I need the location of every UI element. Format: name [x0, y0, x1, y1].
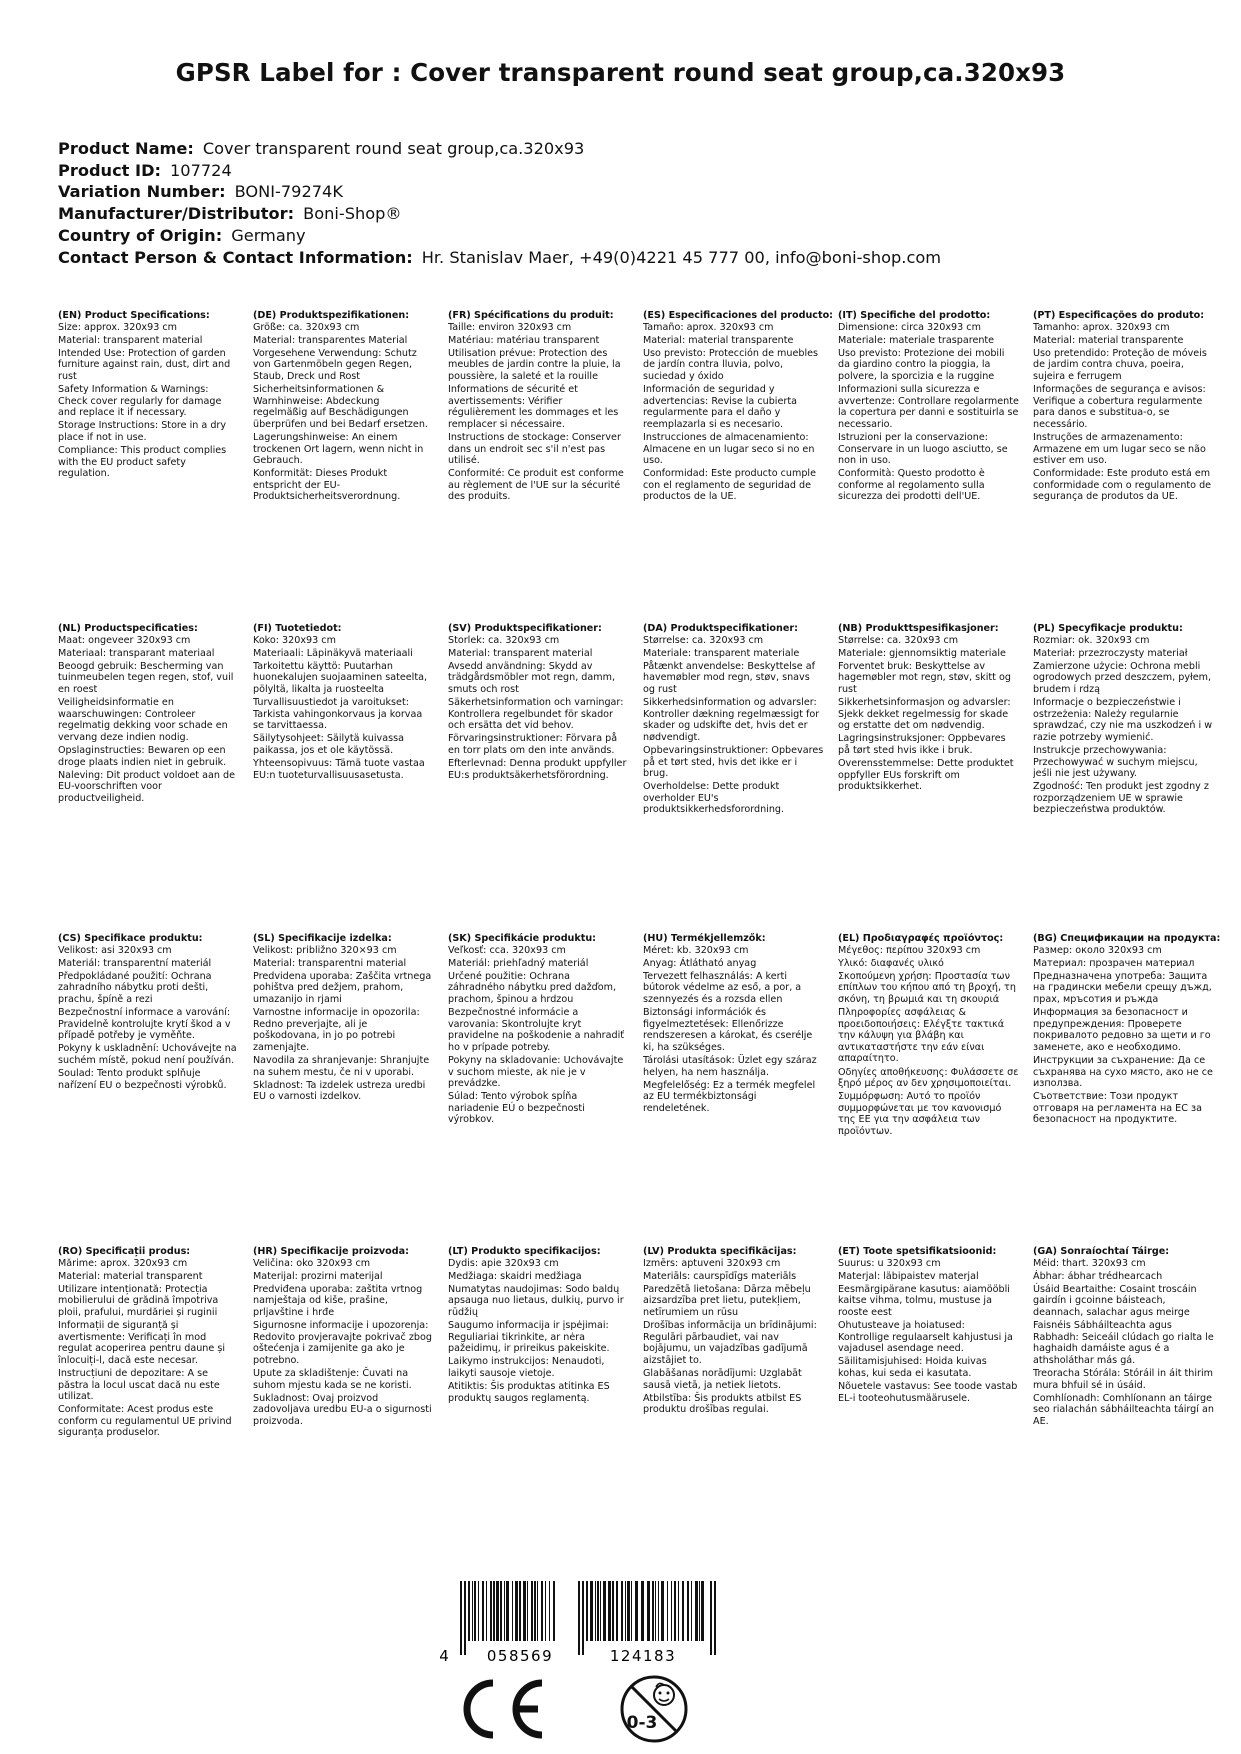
spec-line: Pokyny k uskladnění: Uchovávejte na suchém místě, pokud není používán.	[58, 1043, 237, 1066]
spec-heading: (NB) Produkttspesifikasjoner:	[838, 623, 999, 634]
spec-line: Informazioni sulla sicurezza e avvertenze: Controllare regolarmente la copertura per danni e sostituirla se necessario.	[838, 384, 1019, 430]
barcode-bar	[682, 1581, 684, 1641]
spec-line: Izmērs: aptuveni 320x93 cm	[643, 1257, 781, 1269]
spec-line: Instruções de armazenamento: Armazene em um lugar seco se não estiver em uso.	[1033, 431, 1206, 467]
spec-line: Yhteensopivuus: Tämä tuote vastaa EU:n tuoteturvallisuusasetusta.	[253, 758, 425, 781]
spec-line: Förvaringsinstruktioner: Förvara på en torr plats om den inte används.	[448, 733, 618, 756]
info-row-manufacturer	[58, 203, 1188, 225]
spec-heading: (EL) Προδιαγραφές προϊόντος:	[838, 933, 1004, 944]
spec-heading: (GA) Sonraíochtaí Táirge:	[1033, 1246, 1170, 1257]
spec-line: Skladnost: Ta izdelek ustreza uredbi EU o varnosti izdelkov.	[253, 1079, 426, 1103]
spec-line: Υλικό: διαφανές υλικό	[838, 957, 944, 969]
spec-line: Conformità: Questo prodotto è conforme al regolamento sulla sicurezza dei prodotti dell'UE.	[838, 468, 985, 503]
info-label: Product Name:	[58, 139, 194, 158]
spec-block	[1033, 933, 1228, 1246]
spec-line: Rozmiar: ok. 320x93 cm	[1033, 634, 1150, 646]
spec-line: Conformité: Ce produit est conforme au règlement de l'UE sur la sécurité des produits.	[448, 468, 624, 503]
spec-heading: (LV) Produkta specifikācijas:	[643, 1246, 797, 1257]
barcode-bar	[652, 1581, 654, 1641]
spec-line: Conformidade: Este produto está em conformidade com o regulamento de segurança de produtos da UE.	[1033, 468, 1212, 503]
spec-line: Предназначена употреба: Защита на градински мебели срещу дъжд, прах, мръсотия и ръжда	[1033, 970, 1212, 1005]
barcode-bar	[597, 1581, 599, 1641]
spec-line: Předpokládané použití: Ochrana zahradního nábytku proti dešti, prachu, špíně a rezi	[58, 970, 212, 1005]
spec-line: Sukladnost: Ovaj proizvod zadovoljava uredbu EU-a o sigurnosti proizvoda.	[253, 1392, 432, 1427]
barcode-bar	[590, 1581, 593, 1641]
spec-line: Material: transparent material	[448, 647, 593, 659]
spec-line: Atitiktis: Šis produktas atitinka ES produktų saugos reglamentą.	[448, 1381, 610, 1404]
barcode-bar	[671, 1581, 672, 1641]
spec-line: Materjal: läbipaistev materjal	[838, 1270, 979, 1282]
spec-line: Materiāls: caurspīdīgs materiāls	[643, 1270, 797, 1282]
spec-line: Sikkerhedsinformation og advarsler: Kontroller dækning regelmæssigt for skader og udskifte det, hvis det er nødvendigt.	[643, 697, 820, 743]
barcode-bar	[474, 1581, 476, 1641]
spec-line: Información de seguridad y advertencias: Revise la cubierta regularmente para el daño y reemplazarla si es necesario.	[643, 384, 797, 430]
spec-line: Méid: thart. 320x93 cm	[1033, 1257, 1146, 1269]
spec-block	[253, 1246, 448, 1586]
spec-line: Materiał: przezroczysty materiał	[1033, 647, 1188, 659]
barcode-bar	[687, 1581, 689, 1641]
barcode-bar	[541, 1581, 543, 1641]
spec-block	[253, 933, 448, 1246]
spec-line: Naleving: Dit product voldoet aan de EU-voorschriften voor productveiligheid.	[58, 769, 235, 804]
spec-line: Megfelelőség: Ez a termék megfelel az EU termékbiztonsági rendeletének.	[643, 1079, 816, 1114]
spec-heading: (BG) Спецификации на продукта:	[1033, 933, 1221, 944]
spec-heading: (HU) Termékjellemzők:	[643, 933, 766, 944]
info-value: Germany	[231, 225, 306, 245]
spec-block	[58, 310, 253, 623]
spec-line: Velikost: asi 320x93 cm	[58, 944, 172, 956]
barcode-bar	[512, 1581, 513, 1641]
spec-line: Materiale: transparent materiale	[643, 647, 800, 659]
spec-line: Faisnéis Sábháilteachta agus Rabhadh: Seiceáil clúdach go rialta le haghaidh damáiste agus é a athsholáthar más gá.	[1033, 1320, 1214, 1366]
barcode-bar	[527, 1581, 528, 1641]
spec-line: Velikost: približno 320×93 cm	[253, 944, 397, 956]
barcode-bar	[553, 1581, 555, 1641]
spec-line: Turvallisuustiedot ja varoitukset: Tarkista vahingonkorvaus ja korvaa se tarvittaessa.	[253, 697, 423, 732]
spec-line: Glabāšanas norādījumi: Uzglabāt sausā vietā, ja netiek lietots.	[643, 1367, 802, 1391]
spec-block	[448, 623, 643, 933]
spec-block	[643, 623, 838, 933]
spec-line: Safety Information & Warnings: Check cover regularly for damage and replace it if necessary.	[58, 384, 222, 419]
barcode-bar	[486, 1581, 487, 1641]
barcode-bar	[603, 1581, 606, 1641]
spec-line: Материал: прозрачен материал	[1033, 957, 1195, 969]
spec-block	[1033, 623, 1228, 933]
spec-line: Sicherheitsinformationen & Warnhinweise: Abdeckung regelmäßig auf Beschädigungen überprüfen und bei Bedarf ersetzen.	[253, 384, 428, 430]
spec-line: Sigurnosne informacije i upozorenja: Redovito provjeravajte pokrivač zbog oštećenja i zamijenite ga ako je potrebno.	[253, 1320, 432, 1366]
spec-line: Eesmärgipärane kasutus: aiamööbli kaitse vihma, tolmu, mustuse ja rooste eest	[838, 1283, 1010, 1318]
spec-line: Biztonsági információk és figyelmeztetések: Ellenőrizze rendszeresen a károkat, és cserélje ki, ha szükséges.	[643, 1007, 813, 1053]
barcode-bar	[472, 1581, 473, 1641]
ce-mark-icon	[467, 1683, 542, 1735]
barcode-bar	[493, 1581, 495, 1641]
barcode-bar	[578, 1581, 580, 1655]
spec-line: Συμμόρφωση: Αυτό το προϊόν συμμορφώνεται με τον κανονισμό της ΕΕ για την ασφάλεια των προϊόντων.	[838, 1091, 1002, 1137]
info-label: Variation Number:	[58, 182, 226, 202]
barcode-bar	[549, 1581, 550, 1641]
spec-line: Instrucțiuni de depozitare: A se păstra la locul uscat dacă nu este utilizat.	[58, 1367, 220, 1403]
barcode-bar	[667, 1581, 668, 1641]
spec-block	[448, 1246, 643, 1586]
not-for-children-0-3-icon	[622, 1677, 686, 1741]
spec-line: Atbilstība: Šis produkts atbilst ES produktu drošības regulai.	[643, 1392, 802, 1416]
spec-heading: (FR) Spécifications du produit:	[448, 310, 614, 321]
info-row-country-of-origin	[58, 225, 1188, 247]
spec-line: Overensstemmelse: Dette produktet oppfyller EUs forskrift om produktsikkerhet.	[838, 758, 1014, 793]
barcode-bar	[635, 1581, 638, 1641]
spec-line: Efterlevnad: Denna produkt uppfyller EU:s produktsäkerhetsförordning.	[448, 758, 627, 781]
spec-line: Nõuetele vastavus: See toode vastab EL-i tooteohutusmäärusele.	[838, 1381, 1018, 1404]
spec-block	[838, 1246, 1033, 1586]
spec-line: Bezpečnostné informácie a varovania: Skontrolujte kryt pravidelne na poškodenie a nahradiť ho v prípade potreby.	[448, 1007, 624, 1053]
spec-line: Upute za skladištenje: Čuvati na suhom mjestu kada se ne koristi.	[253, 1367, 412, 1391]
spec-block	[253, 310, 448, 623]
spec-line: Suurus: u 320x93 cm	[838, 1257, 941, 1269]
barcode-bar	[616, 1581, 618, 1641]
spec-line: Avsedd användning: Skydd av trädgårdsmöbler mot regn, damm, smuts och rost	[448, 660, 616, 695]
spec-heading: (DA) Produktspecifikationer:	[643, 623, 798, 634]
spec-line: Overholdelse: Dette produkt overholder EU's produktsikkerhedsforordning.	[643, 781, 785, 816]
spec-block	[58, 623, 253, 933]
spec-line: Utilizare intenționată: Protecția mobilierului de grădină împotriva ploii, prafului, murdăriei și ruginii	[58, 1283, 219, 1318]
spec-line: Säilytysohjeet: Säilytä kuivassa paikassa, jos et ole käytössä.	[253, 733, 404, 756]
spec-block	[448, 933, 643, 1246]
barcode-bar	[490, 1581, 492, 1641]
barcode-digits-left: 058569	[486, 1647, 554, 1665]
barcode-digits-right: 124183	[609, 1647, 677, 1665]
spec-heading: (SK) Špecifikácie produktu:	[448, 933, 597, 944]
spec-line: Predviđena uporaba: zaštita vrtnog namještaja od kiše, prašine, prljavštine i hrđe	[253, 1283, 423, 1318]
spec-line: Veľkosť: cca. 320x93 cm	[448, 944, 566, 956]
spec-line: Μέγεθος: περίπου 320x93 cm	[838, 944, 981, 956]
spec-block	[58, 933, 253, 1246]
spec-heading: (CS) Specifikace produktu:	[58, 933, 203, 944]
barcode-bar	[523, 1581, 526, 1641]
spec-heading: (SV) Produktspecifikationer:	[448, 623, 602, 634]
barcode-bar	[478, 1581, 479, 1641]
barcode-bar	[695, 1581, 698, 1641]
barcode-bar	[496, 1581, 499, 1641]
barcode-bar	[464, 1581, 466, 1655]
barcode-bar	[460, 1581, 462, 1655]
spec-line: Istruzioni per la conservazione: Conservare in un luogo asciutto, se non in uso.	[838, 431, 1008, 467]
spec-line: Navodila za shranjevanje: Shranjujte na suhem mestu, če ni v uporabi.	[253, 1054, 430, 1078]
spec-line: Lagringsinstruksjoner: Oppbevares på tørt sted hvis ikke i bruk.	[838, 733, 1006, 756]
spec-line: Numatytas naudojimas: Sodo baldų apsauga nuo lietaus, dulkių, purvo ir rūdžių	[448, 1283, 624, 1318]
spec-block	[643, 933, 838, 1246]
barcode-bar	[674, 1581, 676, 1641]
spec-line: Instructions de stockage: Conserver dans un endroit sec s'il n'est pas utilisé.	[448, 431, 621, 467]
spec-line: Informations de sécurité et avertissements: Vérifier régulièrement les dommages et les remplacer si nécessaire.	[448, 384, 619, 430]
barcode-bar	[600, 1581, 601, 1641]
spec-heading: (LT) Produkto specifikacijos:	[448, 1246, 601, 1257]
spec-line: Utilisation prévue: Protection des meubles de jardin contre la pluie, la poussière, la saleté et la rouille	[448, 347, 621, 382]
barcode-bar	[586, 1581, 588, 1641]
spec-line: Lagerungshinweise: An einem trockenen Ort lagern, wenn nicht in Gebrauch.	[253, 431, 424, 467]
barcode-bar	[699, 1581, 700, 1641]
spec-heading: (EN) Product Specifications:	[58, 310, 210, 321]
spec-line: Koko: 320x93 cm	[253, 634, 336, 646]
spec-line: Materiaal: transparant materiaal	[58, 647, 215, 659]
spec-line: Material: transparent material	[58, 334, 203, 346]
barcode-bar	[655, 1581, 656, 1641]
spec-block	[838, 310, 1033, 623]
spec-line: Predvidena uporaba: Zaščita vrtnega pohištva pred dežjem, prahom, umazanijo in rjami	[253, 970, 432, 1005]
barcode-digit-prefix: 4	[439, 1647, 449, 1665]
info-row-variation-number	[58, 181, 1188, 203]
spec-block	[448, 310, 643, 623]
barcode-bar	[608, 1581, 611, 1641]
spec-line: Opbevaringsinstruktioner: Opbevares på et tørt sted, hvis det ikke er i brug.	[643, 744, 824, 780]
spec-line: Konformität: Dieses Produkt entspricht der EU-Produktsicherheitsverordnung.	[253, 468, 401, 503]
spec-line: Veličina: oko 320x93 cm	[253, 1257, 371, 1269]
barcode-bar	[537, 1581, 538, 1641]
spec-line: Size: approx. 320x93 cm	[58, 321, 177, 333]
barcode-bar	[531, 1581, 533, 1641]
spec-heading: (FI) Tuotetiedot:	[253, 623, 342, 634]
barcode	[434, 1577, 722, 1665]
spec-line: Beoogd gebruik: Bescherming van tuinmeubelen tegen regen, stof, vuil en roest	[58, 660, 234, 695]
spec-line: Material: transparentes Material	[253, 334, 408, 346]
spec-line: Informații de siguranță și avertismente: Verificați în mod regulat acoperirea pentru daune și înlocuiți-l, dacă este necesar.	[58, 1320, 226, 1366]
info-row-product-name	[58, 138, 1188, 160]
spec-line: Инструкции за съхранение: Да се съхранява на сухо място, ако не се използва.	[1033, 1054, 1213, 1090]
spec-line: Laikymo instrukcijos: Nenaudoti, laikyti sausoje vietoje.	[448, 1356, 605, 1379]
spec-line: Material: material transparente	[1033, 334, 1184, 346]
spec-line: Größe: ca. 320x93 cm	[253, 321, 360, 333]
info-value: BONI-79274K	[234, 182, 343, 202]
spec-line: Taille: environ 320x93 cm	[448, 321, 572, 333]
barcode-bar	[582, 1581, 584, 1655]
spec-line: Säilitamisjuhised: Hoida kuivas kohas, kui seda ei kasutata.	[838, 1356, 987, 1379]
info-row-contact	[58, 247, 1188, 269]
spec-heading: (NL) Productspecificaties:	[58, 623, 198, 634]
spec-line: Størrelse: ca. 320x93 cm	[838, 634, 959, 646]
info-label: Manufacturer/Distributor:	[58, 204, 295, 224]
spec-heading: (ET) Toote spetsifikatsioonid:	[838, 1246, 997, 1257]
spec-line: Instrucciones de almacenamiento: Almacene en un lugar seco si no en uso.	[643, 431, 815, 467]
barcode-bar	[545, 1581, 546, 1641]
spec-heading: (HR) Specifikacije proizvoda:	[253, 1246, 409, 1257]
spec-heading: (RO) Specificații produs:	[58, 1246, 191, 1257]
barcode-bar	[661, 1581, 664, 1641]
spec-line: Materiál: transparentní materiál	[58, 957, 212, 969]
spec-line: Uso previsto: Protezione dei mobili da giardino contro la pioggia, la polvere, la sporcizia e la ruggine	[838, 347, 1005, 382]
info-row-product-id	[58, 160, 1188, 182]
spec-line: Material: material transparent	[58, 1270, 203, 1282]
barcode-bar	[621, 1581, 623, 1641]
barcode-bar	[482, 1581, 484, 1641]
spec-line: Vorgesehene Verwendung: Schutz von Gartenmöbeln gegen Regen, Staub, Dreck und Rost	[253, 347, 417, 382]
spec-block	[838, 623, 1033, 933]
info-value: Cover transparent round seat group,ca.320x93	[202, 139, 585, 158]
spec-line: Úsáid Beartaithe: Cosaint troscáin gairdín i gcoinne báisteach, deannach, salachar agus meirge	[1033, 1283, 1197, 1318]
spec-line: Compliance: This product complies with the EU product safety regulation.	[58, 445, 227, 480]
barcode-bar	[506, 1581, 509, 1641]
spec-line: Instrukcje przechowywania: Przechowywać w suchym miejscu, jeśli nie jest używany.	[1033, 744, 1198, 780]
barcode-bar	[504, 1581, 505, 1641]
spec-line: Информация за безопасност и предупреждения: Проверете покривалото редовно за щети и го заменете, ако е необходимо.	[1033, 1007, 1211, 1053]
info-value: 107724	[169, 160, 232, 180]
barcode-bar	[515, 1581, 518, 1641]
spec-line: Súlad: Tento výrobok spĺňa nariadenie EÚ o bezpečnosti výrobkov.	[448, 1091, 585, 1126]
compliance-icons	[446, 1673, 706, 1745]
spec-line: Uso pretendido: Proteção de móveis de jardim contra chuva, poeira, sujeira e ferrugem	[1033, 347, 1207, 382]
spec-line: Πληροφορίες ασφάλειας & προειδοποιήσεις: Ελέγξτε τακτικά την κάλυψη για βλάβη και αντικαταστήστε την εάν είναι απαραίτητο.	[838, 1007, 1005, 1065]
spec-line: Méret: kb. 320x93 cm	[643, 944, 749, 956]
info-value: Hr. Stanislav Maer, +49(0)4221 45 777 00, info@boni-shop.com	[421, 247, 942, 267]
barcode-bar	[701, 1581, 704, 1641]
spec-line: Размер: около 320x93 cm	[1033, 944, 1162, 956]
spec-line: Uso previsto: Protección de muebles de jardín contra lluvia, polvo, suciedad y óxido	[643, 347, 819, 382]
spec-line: Ábhar: ábhar trédhearcach	[1033, 1270, 1163, 1282]
spec-block	[1033, 1246, 1228, 1586]
spec-line: Medžiaga: skaidri medžiaga	[448, 1270, 582, 1282]
spec-line: Material: material transparente	[643, 334, 794, 346]
info-label: Product ID:	[58, 160, 161, 180]
info-label: Contact Person & Contact Information:	[58, 247, 413, 267]
barcode-bar	[641, 1581, 644, 1641]
spec-line: Conformitate: Acest produs este conform cu regulamentul UE privind siguranța produselor.	[58, 1404, 232, 1439]
spec-heading: (IT) Specifiche del prodotto:	[838, 310, 991, 321]
spec-line: Maat: ongeveer 320x93 cm	[58, 634, 191, 646]
spec-line: Matériau: matériau transparent	[448, 334, 600, 346]
barcode-bar	[658, 1581, 659, 1641]
spec-line: Tervezett felhasználás: A kerti bútorok védelme az eső, a por, a szennyezés és a rozsda ellen	[643, 970, 802, 1005]
spec-line: Ohutusteave ja hoiatused: Kontrollige regulaarselt kahjustusi ja vajadusel asendage need.	[838, 1320, 1013, 1355]
spec-line: Storlek: ca. 320x93 cm	[448, 634, 560, 646]
spec-line: Tárolási utasítások: Üzlet egy száraz helyen, ha nem használja.	[643, 1054, 817, 1078]
spec-block	[643, 1246, 838, 1586]
spec-line: Informacje o bezpieczeństwie i ostrzeżenia: Należy regularnie sprawdzać, czy nie ma uszkodzeń i w razie potrzeby wymienić.	[1033, 697, 1213, 743]
barcode-bar	[631, 1581, 632, 1641]
spec-line: Påtænkt anvendelse: Beskyttelse af havemøbler mod regn, støv, snavs og rust	[643, 660, 815, 695]
spec-line: Zamierzone użycie: Ochrona mebli ogrodowych przed deszczem, pyłem, brudem i rdzą	[1033, 660, 1212, 695]
barcode-bar	[468, 1581, 470, 1641]
spec-line: Conformidad: Este producto cumple con el reglamento de seguridad de productos de la UE.	[643, 468, 816, 503]
spec-line: Säkerhetsinformation och varningar: Kontrollera regelbundet för skador och ersätta det vid behov.	[448, 697, 624, 732]
barcode-bar	[595, 1581, 596, 1641]
spec-line: Veiligheidsinformatie en waarschuwingen: Controleer regelmatig dekking voor schade en vervang deze indien nodig.	[58, 697, 228, 743]
spec-line: Comhlíonadh: Comhlíonann an táirge seo rialachán sábháilteachta táirgí an AE.	[1033, 1392, 1214, 1427]
spec-line: Treoracha Stórála: Stóráil in áit thirim mura bhfuil sé in úsáid.	[1033, 1367, 1213, 1391]
spec-line: Material: transparentni material	[253, 957, 407, 969]
spec-line: Materiale: gjennomsiktig materiale	[838, 647, 1006, 659]
spec-line: Storage Instructions: Store in a dry place if not in use.	[58, 420, 227, 443]
spec-line: Tamanho: aprox. 320x93 cm	[1033, 321, 1170, 333]
spec-heading: (SL) Specifikacije izdelka:	[253, 933, 392, 944]
spec-line: Informações de segurança e avisos: Verifique a cobertura regularmente para danos e substitua-o, se necessário.	[1033, 384, 1206, 430]
age-warning-label: 0-3	[626, 1713, 658, 1733]
spec-block	[643, 310, 838, 623]
spec-heading: (PL) Specyfikacje produktu:	[1033, 623, 1183, 634]
page-title: GPSR Label for : Cover transparent round seat group,ca.320x93	[175, 58, 1066, 87]
barcode-bar	[625, 1581, 626, 1641]
spec-heading: (PT) Especificações do produto:	[1033, 310, 1205, 321]
spec-line: Tamaño: aprox. 320x93 cm	[643, 321, 774, 333]
spec-line: Sikkerhetsinformasjon og advarsler: Sjekk dekket regelmessig for skade og erstatte det om nødvendig.	[838, 697, 1011, 732]
barcode-bar	[678, 1581, 679, 1641]
spec-line: Οδηγίες αποθήκευσης: Φυλάσσετε σε ξηρό μέρος αν δεν χρησιμοποιείται.	[838, 1066, 1019, 1090]
barcode-bars	[460, 1581, 716, 1655]
spec-line: Materiale: materiale trasparente	[838, 334, 995, 346]
barcode-bar	[612, 1581, 614, 1641]
spec-line: Tarkoitettu käyttö: Puutarhan huonekalujen suojaaminen sateelta, pölyltä, likalta ja ruosteelta	[253, 660, 428, 695]
spec-line: Mărime: aprox. 320x93 cm	[58, 1257, 188, 1269]
barcode-bar	[500, 1581, 502, 1641]
spec-line: Intended Use: Protection of garden furniture against rain, dust, dirt and rust	[58, 347, 231, 382]
spec-line: Drošības informācija un brīdinājumi: Regulāri pārbaudiet, vai nav bojājumu, un vajadzības gadījumā aizstājiet to.	[643, 1320, 817, 1366]
info-value: Boni-Shop®	[303, 204, 402, 224]
spec-line: Størrelse: ca. 320x93 cm	[643, 634, 764, 646]
spec-line: Forventet bruk: Beskyttelse av hagemøbler mot regn, støv, skitt og rust	[838, 660, 1011, 695]
barcode-bar	[714, 1581, 716, 1655]
info-label: Country of Origin:	[58, 225, 223, 245]
barcode-bar	[710, 1581, 712, 1655]
spec-line: Съответствие: Този продукт отговаря на регламента на ЕС за безопасност на продуктите.	[1033, 1091, 1202, 1126]
spec-line: Materiál: priehľadný materiál	[448, 957, 589, 969]
spec-line: Opslaginstructies: Bewaren op een droge plaats indien niet in gebruik.	[58, 744, 227, 768]
spec-grid	[58, 310, 1228, 1586]
spec-line: Dimensione: circa 320x93 cm	[838, 321, 981, 333]
spec-heading: (DE) Produktspezifikationen:	[253, 310, 410, 321]
spec-line: Dydis: apie 320x93 cm	[448, 1257, 559, 1269]
spec-block	[838, 933, 1033, 1246]
barcode-bar	[519, 1581, 521, 1641]
product-info	[58, 138, 1188, 268]
spec-line: Pokyny na skladovanie: Uchovávajte v suchom mieste, ak nie je v prevádzke.	[448, 1054, 624, 1090]
spec-block	[1033, 310, 1228, 623]
barcode-bar	[691, 1581, 692, 1641]
spec-line: Zgodność: Ten produkt jest zgodny z rozporządzeniem UE w sprawie bezpieczeństwa produktów.	[1033, 781, 1209, 816]
spec-line: Anyag: Átlátható anyag	[643, 957, 757, 969]
spec-line: Určené použitie: Ochrana záhradného nábytku pred dažďom, prachom, špinou a hrdzou	[448, 970, 616, 1005]
spec-heading: (ES) Especificaciones del producto:	[643, 310, 834, 321]
spec-line: Soulad: Tento produkt splňuje nařízení EU o bezpečnosti výrobků.	[58, 1068, 227, 1091]
spec-block	[58, 1246, 253, 1586]
spec-line: Materiaali: Läpinäkyvä materiaali	[253, 647, 413, 659]
spec-line: Bezpečnostní informace a varování: Pravidelně kontrolujte krytí škod a v případě potřeby je vyměňte.	[58, 1007, 231, 1042]
barcode-bar	[647, 1581, 650, 1641]
barcode-bar	[534, 1581, 536, 1641]
barcode-bar	[627, 1581, 630, 1641]
spec-block	[253, 623, 448, 933]
spec-line: Varnostne informacije in opozorila: Redno preverjajte, ali je poškodovana, in jo po potrebi zamenjajte.	[253, 1007, 420, 1053]
spec-line: Σκοπούμενη χρήση: Προστασία των επίπλων του κήπου από τη βροχή, τη σκόνη, τη βρωμιά και τη σκουριά	[838, 970, 1016, 1005]
spec-line: Paredzētā lietošana: Dārza mēbeļu aizsardzība pret lietu, putekļiem, netīrumiem un rūsu	[643, 1283, 811, 1318]
spec-line: Materijal: prozirni materijal	[253, 1270, 383, 1282]
spec-line: Saugumo informacija ir įspėjimai: Reguliariai tikrinkite, ar nėra pažeidimų, ir prireikus pakeiskite.	[448, 1320, 610, 1355]
